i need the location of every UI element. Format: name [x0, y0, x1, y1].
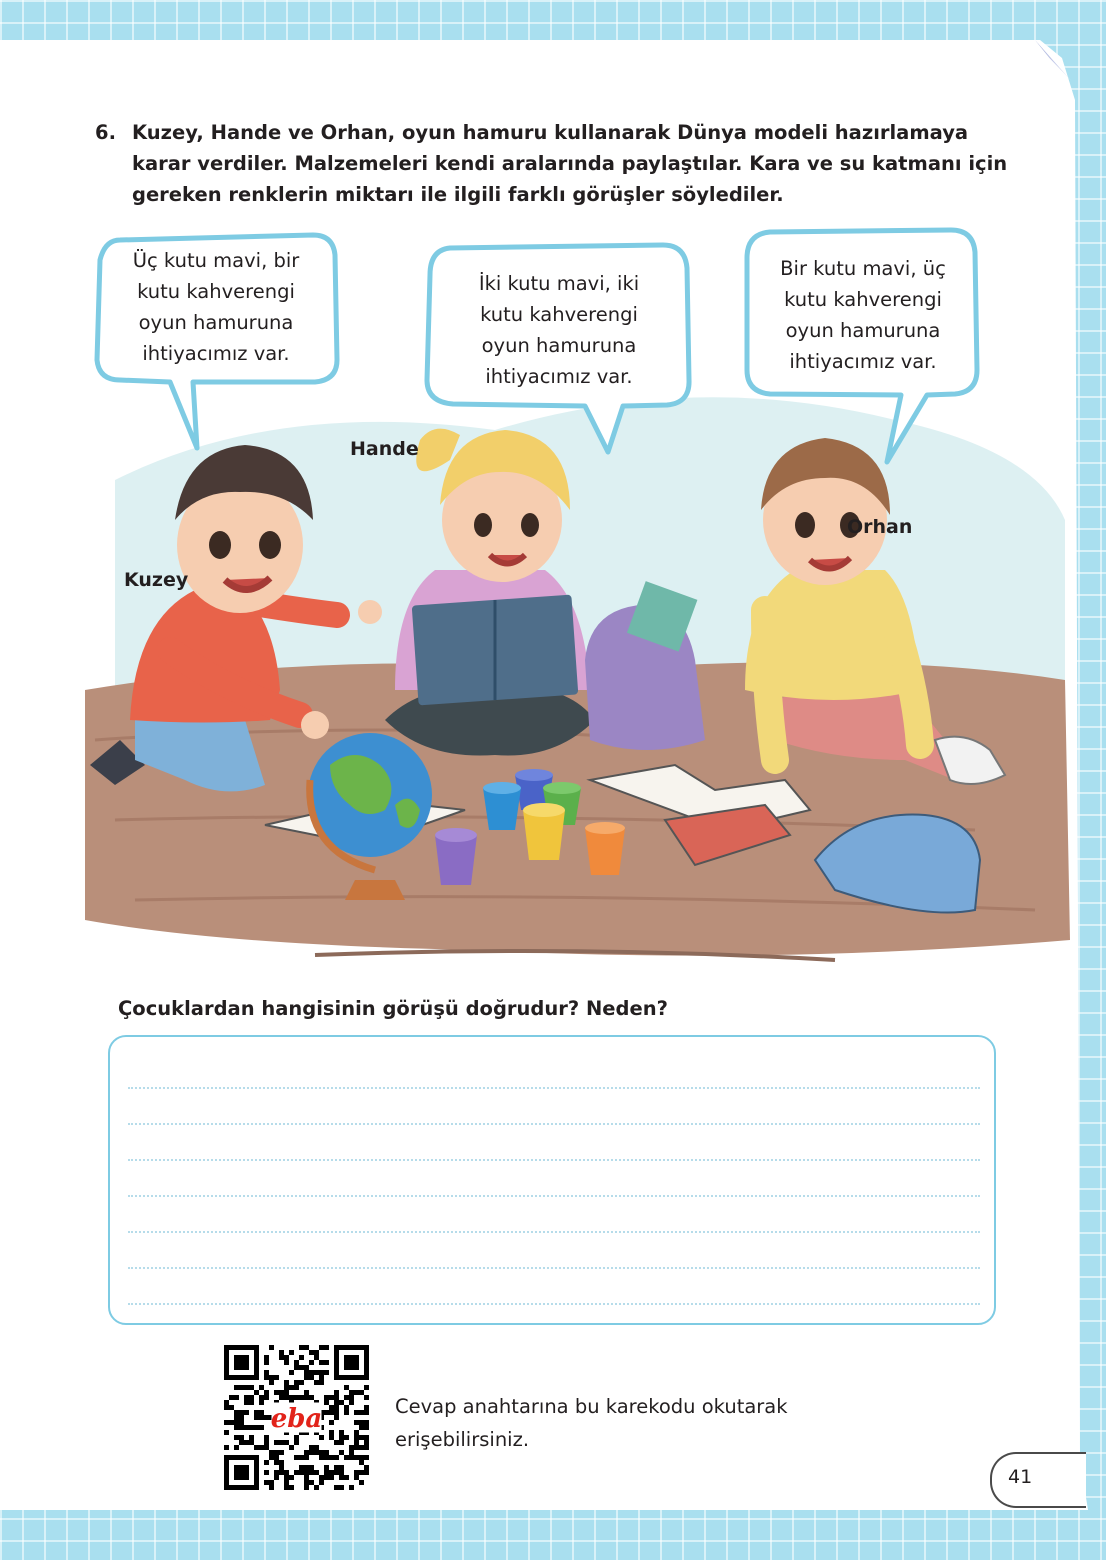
orhan-name-label: Orhan: [847, 516, 913, 538]
answer-line: [128, 1303, 980, 1305]
question-number: 6.: [95, 121, 116, 144]
answer-line: [128, 1195, 980, 1197]
answer-line: [128, 1159, 980, 1161]
kuzey-name-label: Kuzey: [124, 569, 189, 591]
page-number-tab: [990, 1452, 1086, 1508]
question-text: Kuzey, Hande ve Orhan, oyun hamuru kullanarak Dünya modeli hazırlamaya karar verdiler. Malzemeleri kendi aralarında paylaştılar. Kara ve su katmanı için gereken renklerin miktarı ile ilgili farklı görüşler söylediler.: [132, 121, 1008, 206]
answer-box[interactable]: [108, 1035, 996, 1325]
answer-line: [128, 1087, 980, 1089]
question-6: [95, 117, 1015, 210]
answer-prompt: Çocuklardan hangisinin görüşü doğrudur? Neden?: [118, 997, 668, 1020]
qr-caption: Cevap anahtarına bu karekodu okutarak erişebilirsiniz.: [395, 1395, 788, 1451]
answer-line: [128, 1123, 980, 1125]
hande-bubble-text: İki kutu mavi, iki kutu kahverengi oyun hamuruna ihtiyacımız var.: [478, 272, 640, 388]
orhan-bubble-text: Bir kutu mavi, üç kutu kahverengi oyun hamuruna ihtiyacımız var.: [780, 257, 946, 373]
hande-name-label: Hande: [350, 438, 419, 460]
answer-line: [128, 1231, 980, 1233]
qr-code-icon[interactable]: [224, 1345, 369, 1490]
svg-text:eba: eba: [270, 1404, 323, 1434]
page-number: 41: [1008, 1466, 1033, 1488]
eba-logo: [271, 1403, 323, 1435]
kuzey-bubble-text: Üç kutu mavi, bir kutu kahverengi oyun hamuruna ihtiyacımız var.: [132, 249, 300, 365]
answer-line: [128, 1267, 980, 1269]
